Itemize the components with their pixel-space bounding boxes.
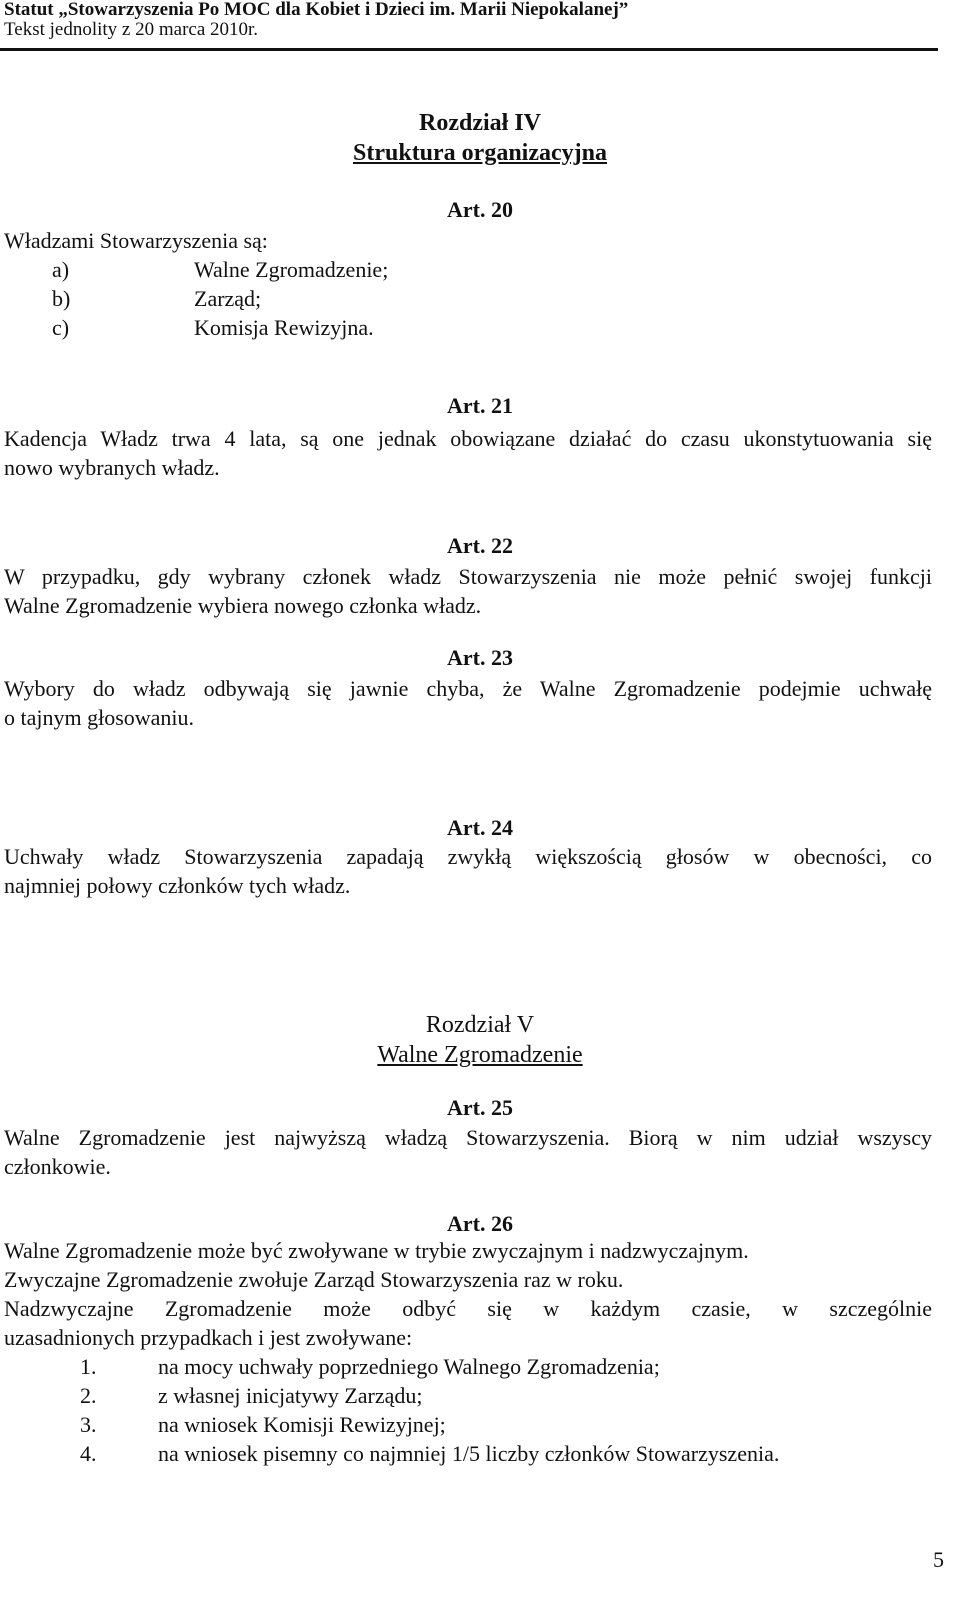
list-item: z własnej inicjatywy Zarządu;: [158, 1383, 423, 1408]
paragraph-line: o tajnym głosowaniu.: [4, 705, 195, 730]
list-marker: 2.: [80, 1383, 97, 1408]
header-title: Statut „Stowarzyszenia Po MOC dla Kobiet i Dzieci im. Marii Niepokalanej”: [4, 0, 629, 20]
paragraph-line: Nadzwyczajne Zgromadzenie może odbyć się w każdym czasie, w szczególnie: [4, 1296, 932, 1321]
list-item: na wniosek Komisji Rewizyjnej;: [158, 1412, 446, 1437]
art-22-label: Art. 22: [447, 533, 513, 558]
art-24-text: [4, 842, 932, 900]
page-number: 5: [933, 1547, 944, 1572]
paragraph-line: W przypadku, gdy wybrany członek władz Stowarzyszenia nie może pełnić swojej funkcji: [4, 564, 932, 589]
list-item: Zarząd;: [194, 286, 262, 311]
list-marker: c): [52, 315, 70, 340]
paragraph-line: uzasadnionych przypadkach i jest zwoływane:: [4, 1325, 413, 1350]
list-marker: 1.: [80, 1354, 97, 1379]
paragraph-line: członkowie.: [4, 1154, 111, 1179]
list-marker: 4.: [80, 1441, 97, 1466]
list-item: Walne Zgromadzenie;: [194, 257, 389, 282]
list-marker: a): [52, 257, 70, 282]
chapter-4-subheading: Struktura organizacyjna: [353, 140, 607, 166]
list-marker: 3.: [80, 1412, 97, 1437]
paragraph-line: Wybory do władz odbywają się jawnie chyba, że Walne Zgromadzenie podejmie uchwałę: [4, 676, 932, 701]
paragraph-line: nowo wybranych władz.: [4, 455, 220, 480]
art-23-label: Art. 23: [447, 645, 513, 670]
art-23-text: [4, 674, 932, 732]
header-subtitle: Tekst jednolity z 20 marca 2010r.: [4, 19, 259, 40]
list-item: na mocy uchwały poprzedniego Walnego Zgromadzenia;: [158, 1354, 660, 1379]
art-25-label: Art. 25: [447, 1095, 513, 1120]
paragraph-line: Uchwały władz Stowarzyszenia zapadają zwykłą większością głosów w obecności, co: [4, 844, 932, 869]
paragraph-line: Walne Zgromadzenie wybiera nowego członka władz.: [4, 593, 482, 618]
art-25-text: [4, 1123, 932, 1181]
art-21-text: [4, 424, 932, 482]
art-24-label: Art. 24: [447, 815, 513, 840]
paragraph-line: Walne Zgromadzenie jest najwyższą władzą Stowarzyszenia. Biorą w nim udział wszyscy: [4, 1125, 932, 1150]
list-marker: b): [52, 286, 71, 311]
list-item: Komisja Rewizyjna.: [194, 315, 374, 340]
paragraph-line: najmniej połowy członków tych władz.: [4, 873, 351, 898]
paragraph-line: Walne Zgromadzenie może być zwoływane w trybie zwyczajnym i nadzwyczajnym.: [4, 1238, 749, 1263]
art-20-label: Art. 20: [447, 197, 513, 222]
paragraph-line: Zwyczajne Zgromadzenie zwołuje Zarząd Stowarzyszenia raz w roku.: [4, 1267, 624, 1292]
chapter-5-heading: Rozdział V: [425, 1012, 535, 1038]
art-20-intro: Władzami Stowarzyszenia są:: [4, 228, 268, 253]
header-rule: [0, 48, 938, 51]
chapter-5-subheading: Walne Zgromadzenie: [377, 1042, 583, 1068]
art-26-text: [4, 1236, 932, 1352]
list-item: na wniosek pisemny co najmniej 1/5 liczby członków Stowarzyszenia.: [158, 1441, 780, 1466]
paragraph-line: Kadencja Władz trwa 4 lata, są one jednak obowiązane działać do czasu ukonstytuowania się: [4, 426, 932, 451]
chapter-4-heading: Rozdział IV: [419, 110, 541, 136]
art-22-text: [4, 562, 932, 620]
running-header: [4, 0, 628, 40]
art-26-label: Art. 26: [447, 1211, 513, 1236]
art-21-label: Art. 21: [447, 393, 513, 418]
